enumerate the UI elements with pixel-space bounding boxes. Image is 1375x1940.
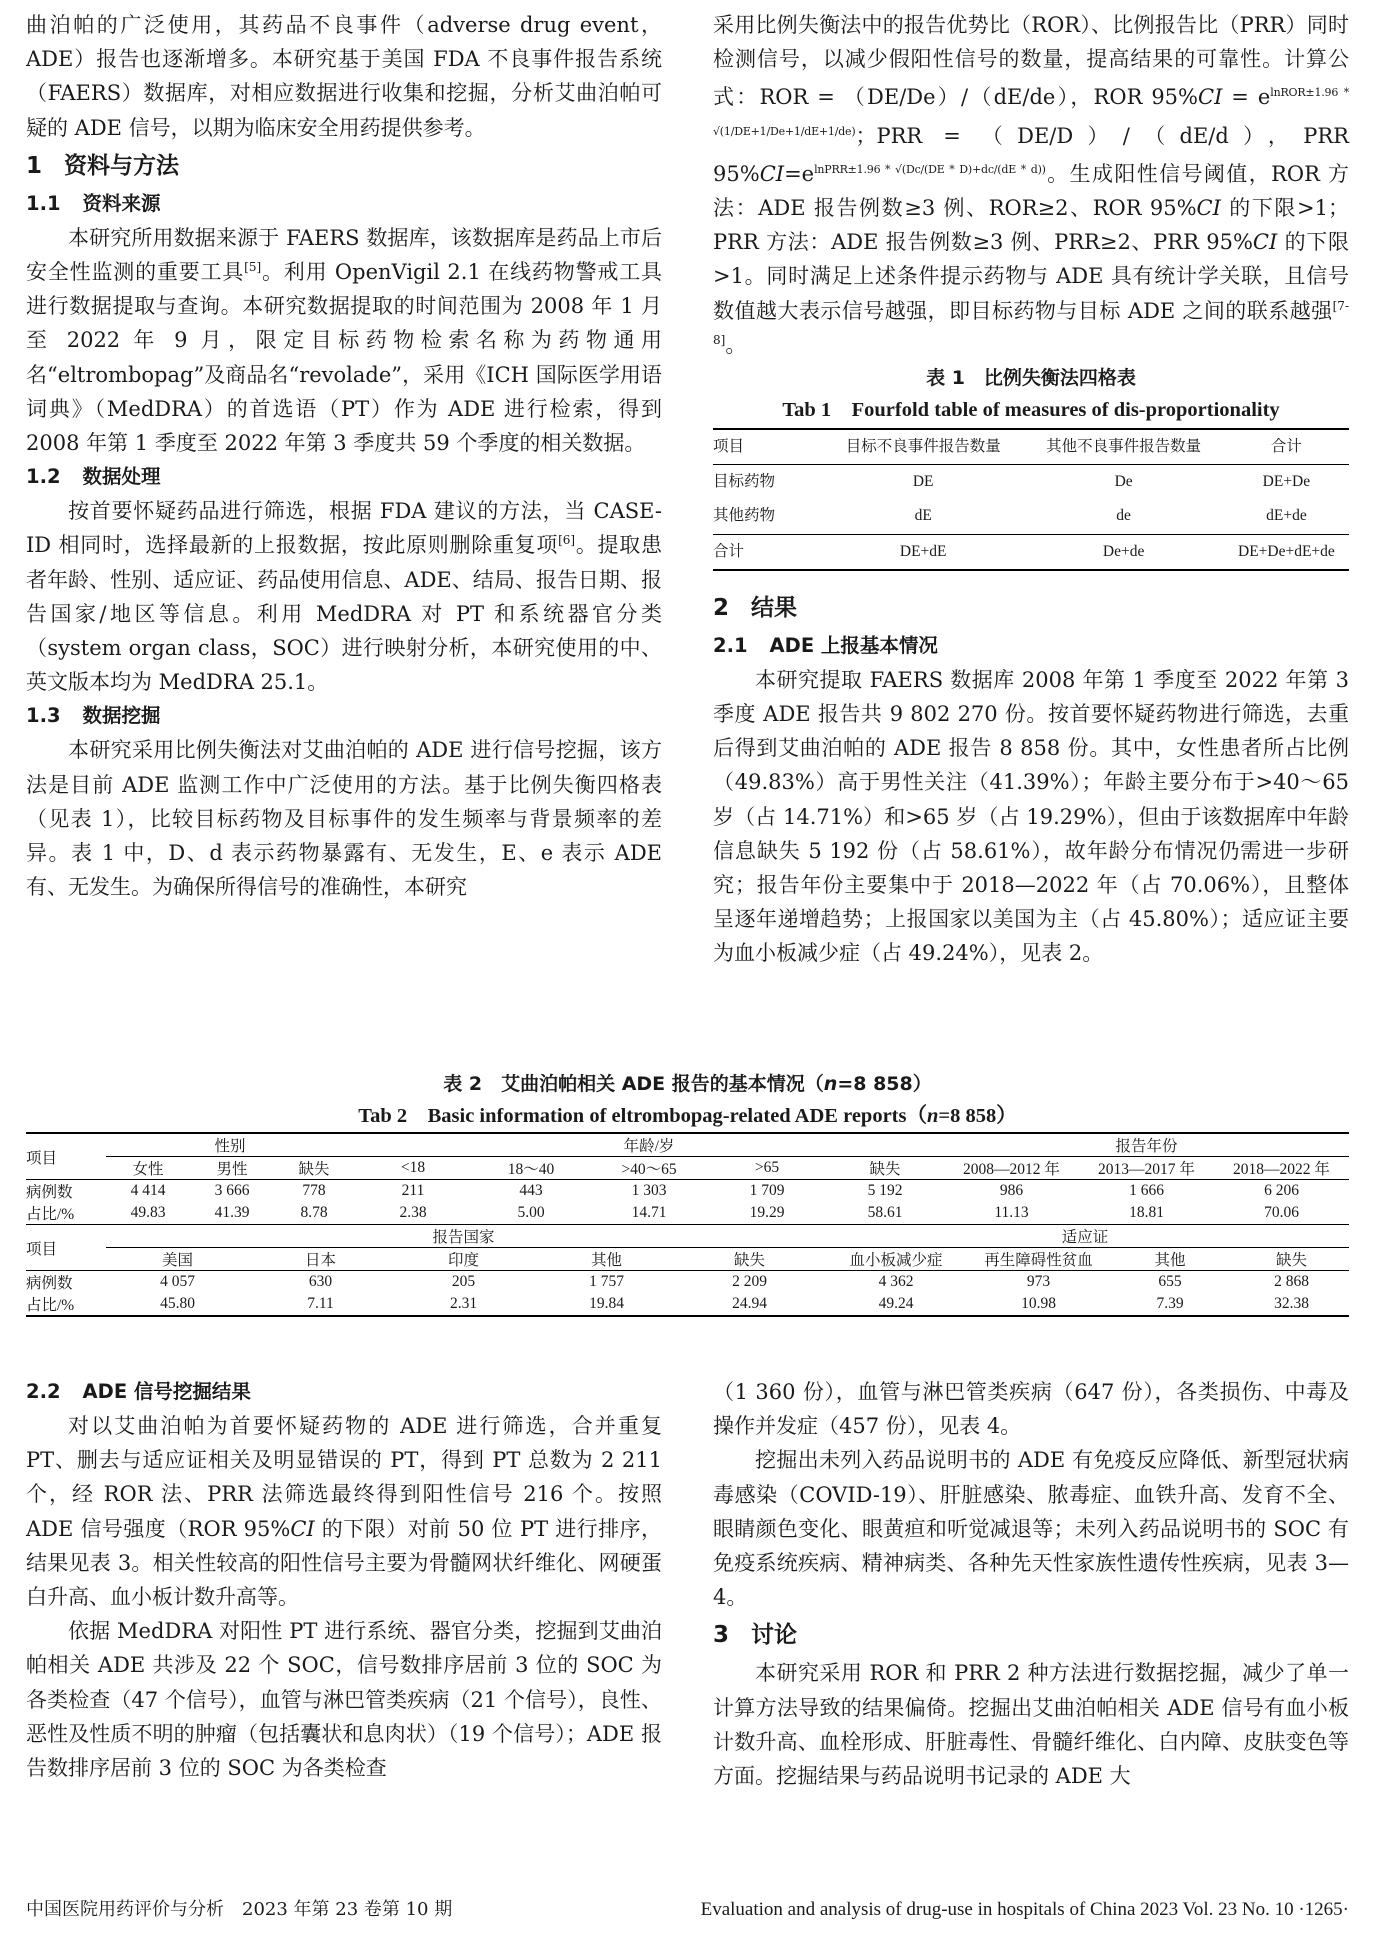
table-cell: 11.13 [994, 1204, 1029, 1221]
section-title: ADE 信号挖掘结果 [82, 1380, 251, 1403]
table-row-label: 占比/% [26, 1206, 75, 1223]
text-run: 按首要怀疑药品进行筛选，根据 FDA 建议的方法，当 CASE-ID 相同时，选择最新的上报数据，按此原则删除重复项 [26, 499, 662, 558]
table-row [713, 534, 1349, 570]
text-run: 采用比例失衡法中的报告优势比（ROR）、比例报告比（PRR）同时检测信号，以减少假阳性信号的数量，提高结果的可靠性。计算公式：ROR = （DE/De）/（dE/de），ROR 95% [713, 13, 1349, 110]
citation: [6] [558, 533, 576, 548]
table-cell: 3 666 [214, 1182, 250, 1199]
table-row [26, 1271, 1349, 1294]
table-group-header: 适应证 [821, 1225, 1349, 1248]
table-cell: 1 709 [749, 1182, 785, 1199]
table-1-caption-cn: 表 1 比例失衡法四格表 [926, 367, 1136, 390]
table-cell: 778 [302, 1182, 326, 1199]
text-run: =8 858） [837, 1073, 932, 1095]
paragraph-2-2-c: （1 360 份），血管与淋巴管类疾病（647 份），各类损伤、中毒及操作并发症（457 份），见表 4。 [713, 1380, 1349, 1439]
footer-journal-en: Evaluation and analysis of drug-use in hospitals of China 2023 Vol. 23 No. 10 ·1265· [700, 1899, 1349, 1920]
table-group-header: 报告年份 [944, 1133, 1349, 1157]
text-run: 。利用 OpenVigil 2.1 在线药物警戒工具进行数据提取与查询。本研究数据提取的时间范围为 2008 年 1 月至 2022 年 9 月，限定目标药物检索名称为药物通用名“eltrombopag”及商品名“revolade”，采用《ICH 国际医学用语词典》（MedDRA）的首选语（PT）作为 ADE 进行检索，得到 2008 年第 1 季度至 2022 年第 3 季度共 59 个季度的相关数据。 [26, 260, 663, 456]
section-number: 1 [26, 152, 43, 179]
table-header-cell: 2008—2012 年 [944, 1157, 1079, 1180]
table-row-label: 病例数 [26, 1275, 73, 1292]
table-header-cell: 印度 [392, 1248, 535, 1271]
section-title: ADE 上报基本情况 [769, 633, 938, 657]
ci-symbol: CI [759, 161, 785, 186]
table-cell: 2 868 [1274, 1273, 1309, 1290]
text-run: ；PRR = （DE/D）/（dE/d），PRR 95% [713, 123, 1349, 186]
section-title: 资料来源 [82, 191, 161, 215]
ror-exponent: lnROR±1.96 * √(1/DE+1/De+1/dE+1/de) [713, 86, 1349, 138]
paragraph-1-1 [26, 221, 662, 460]
right-column-bottom [713, 1375, 1349, 1793]
citation: [5] [244, 260, 262, 275]
table-cell: 5.00 [517, 1204, 545, 1221]
table-cell: 7.39 [1106, 1293, 1234, 1316]
section-1-3-heading [26, 699, 662, 733]
table-subheader-row [26, 1248, 1349, 1271]
table-header-cell: 2013—2017 年 [1079, 1157, 1214, 1180]
text-run: 对以艾曲泊帕为首要怀疑药物的 ADE 进行筛选，合并重复 PT、删去与适应证相关及明显错误的 PT，得到 PT 总数为 2 211 个，经 ROR 法、PRR 法筛选最终得到阳性信号 216 个。按照 ADE 信号强度（ROR 95% [26, 1414, 662, 1541]
table-header-cell: >40～65 [590, 1157, 708, 1180]
table-cell: 4 414 [130, 1182, 166, 1199]
table-cell: 8.78 [300, 1204, 328, 1221]
section-title: 数据处理 [82, 465, 161, 489]
table-cell: 58.61 [867, 1204, 903, 1221]
table-header-row [713, 429, 1349, 465]
table-row [26, 1293, 1349, 1316]
table-1-caption-en: Tab 1 Fourfold table of measures of dis-proportionality [782, 399, 1280, 422]
table-cell: 630 [308, 1273, 333, 1290]
table-cell: 19.84 [535, 1293, 678, 1316]
table-cell: 1 303 [631, 1182, 667, 1199]
table-row [713, 465, 1349, 500]
table-header-cell: 缺失 [1234, 1248, 1349, 1271]
table-cell: 18.81 [1129, 1204, 1164, 1221]
section-number: 1.3 [26, 704, 61, 728]
table-group-header: 年龄/岁 [354, 1133, 944, 1157]
section-title: 数据挖掘 [82, 704, 161, 728]
table-cell: 2 209 [732, 1273, 767, 1290]
table-cell: 7.11 [249, 1293, 392, 1316]
section-number: 1.2 [26, 465, 61, 489]
section-1-2-heading [26, 460, 662, 494]
text-run: 的下限）对前 50 位 PT 进行排序，结果见表 3。相关性较高的阳性信号主要为骨髓网状纤维化、网硬蛋白升高、血小板计数升高等。 [26, 1516, 663, 1610]
footer-journal-cn: 中国医院用药评价与分析 2023 年第 23 卷第 10 期 [26, 1899, 453, 1920]
text-run: 本研究所用数据来源于 FAERS 数据库，该数据库是药品上市后安全性监测的重要工具 [26, 225, 662, 285]
ci-symbol: CI [1196, 196, 1221, 221]
table-cell: 19.29 [749, 1204, 785, 1221]
table-2-block [26, 1068, 1349, 1317]
table-header-cell: 女性 [106, 1157, 190, 1180]
table-header-cell: 其他 [535, 1248, 678, 1271]
table-cell: 70.06 [1264, 1204, 1299, 1221]
table-header-cell: 项目 [26, 1225, 106, 1271]
table-header-cell: >65 [708, 1157, 826, 1180]
text-run: = e [1222, 85, 1271, 110]
table-cell: De+de [1102, 542, 1145, 560]
right-column-top [713, 8, 1349, 971]
table-cell: 2.38 [399, 1204, 427, 1221]
table-cell: 32.38 [1234, 1293, 1349, 1316]
citation: [7-8] [713, 298, 1349, 347]
table-subheader-row [26, 1157, 1349, 1180]
text-run: =e [784, 161, 815, 186]
table-header-cell: 缺失 [826, 1157, 944, 1180]
table-cell: 41.39 [214, 1204, 250, 1221]
table-header-cell: 其他不良事件报告数量 [1046, 438, 1202, 456]
table-header-cell: 缺失 [678, 1248, 821, 1271]
table-cell: DE [912, 473, 934, 491]
table-row-label: 病例数 [26, 1184, 73, 1201]
text-run: 。提取患者年龄、性别、适应证、药品使用信息、ADE、结局、报告日期、报告国家/地区等信息。利用 MedDRA 对 PT 和系统器官分类（system organ class，SOC）进行映射分析，本研究使用的中、英文版本均为 MedDRA 25.1。 [26, 533, 662, 695]
paragraph-2-2-a [26, 1409, 662, 1614]
table-2-caption-cn [26, 1068, 1349, 1100]
section-3-heading [713, 1616, 1349, 1654]
section-number: 1.1 [26, 191, 61, 215]
prr-exponent: lnPRR±1.96 * √(Dc/(DE * D)+dc/(dE * d)) [814, 162, 1046, 176]
table-cell: 合计 [713, 542, 745, 560]
ci-symbol: CI [1198, 85, 1223, 110]
left-column-bottom [26, 1375, 662, 1785]
ci-symbol: CI [290, 1516, 315, 1541]
left-column-top [26, 8, 662, 904]
table-cell: DE+De+dE+de [1238, 542, 1335, 560]
text-run: =8 858） [938, 1105, 1017, 1127]
section-1-1-heading [26, 187, 662, 221]
table-cell: dE [914, 507, 932, 525]
table-cell: 45.80 [106, 1293, 249, 1316]
table-1 [713, 428, 1349, 571]
text-run: 。 [725, 332, 747, 357]
table-cell: 49.24 [821, 1293, 971, 1316]
table-cell: 49.83 [130, 1204, 166, 1221]
table-cell: de [1116, 507, 1131, 525]
table-cell: 10.98 [971, 1293, 1106, 1316]
table-header-cell: 18～40 [472, 1157, 590, 1180]
table-cell: DE+De [1262, 473, 1311, 491]
paragraph-2-2-b: 依据 MedDRA 对阳性 PT 进行系统、器官分类，挖掘到艾曲泊帕相关 ADE 共涉及 22 个 SOC，信号数排序居前 3 位的 SOC 为各类检查（47 个信号），血管与淋巴管类疾病（21 个信号），良性、恶性及性质不明的肿瘤（包括囊状和息肉状）（19 个信号）；ADE 报告数排序居前 3 位的 SOC 为各类检查 [26, 1619, 662, 1781]
table-row [26, 1133, 1349, 1157]
table-cell: 2.31 [392, 1293, 535, 1316]
table-cell: dE+de [1266, 507, 1307, 525]
table-2 [26, 1132, 1349, 1224]
table-2-caption-en [26, 1100, 1349, 1132]
table-cell: 其他药物 [713, 507, 776, 525]
text-run: 的下限>1；PRR 方法：ADE 报告例数≥3 例、PRR≥2、PRR 95% [713, 196, 1349, 255]
table-cell: 655 [1158, 1273, 1182, 1290]
section-title: 结果 [751, 594, 798, 621]
table-header-cell: 男性 [190, 1157, 274, 1180]
table-header-cell: 项目 [26, 1133, 106, 1180]
table-cell: 6 206 [1264, 1182, 1299, 1199]
text-run: 的下限>1。同时满足上述条件提示药物与 ADE 具有统计学关联，且信号数值越大表示信号越强，即目标药物与目标 ADE 之间的联系越强 [713, 230, 1349, 323]
table-cell: 14.71 [631, 1204, 667, 1221]
table-header-cell: 缺失 [274, 1157, 354, 1180]
text-run: 。生成阳性信号阈值，ROR 方法：ADE 报告例数≥3 例、ROR≥2、ROR 95% [713, 161, 1349, 221]
table-cell: 5 192 [867, 1182, 903, 1199]
table-header-cell: <18 [354, 1157, 472, 1180]
paragraph-3: 本研究采用 ROR 和 PRR 2 种方法进行数据挖掘，减少了单一计算方法导致的结果偏倚。挖掘出艾曲泊帕相关 ADE 信号有血小板计数升高、血栓形成、肝脏毒性、骨髓纤维化、白内障、皮肤变色等方面。挖掘结果与药品说明书记录的 ADE 大 [713, 1661, 1349, 1789]
table-cell: 211 [401, 1182, 425, 1199]
table-header-cell: 血小板减少症 [821, 1248, 971, 1271]
section-2-2-heading [26, 1375, 662, 1409]
table-header-cell: 日本 [249, 1248, 392, 1271]
table-cell: 986 [999, 1182, 1024, 1199]
paragraph-1-2 [26, 494, 662, 699]
table-header-cell: 美国 [106, 1248, 249, 1271]
table-cell: 4 362 [878, 1273, 914, 1290]
table-header-cell: 合计 [1270, 438, 1302, 456]
table-cell: 443 [519, 1182, 543, 1199]
table-cell: 973 [1026, 1273, 1051, 1290]
table-row-label: 占比/% [26, 1293, 106, 1316]
table-cell: 1 757 [589, 1273, 624, 1290]
intro-paragraph: 曲泊帕的广泛使用，其药品不良事件（adverse drug event，ADE）报告也逐渐增多。本研究基于美国 FDA 不良事件报告系统（FAERS）数据库，对相应数据进行收集和挖掘，分析艾曲泊帕可疑的 ADE 信号，以期为临床安全用药提供参考。 [26, 13, 662, 140]
table-cell: 目标药物 [713, 473, 776, 491]
table-group-header: 报告国家 [106, 1225, 821, 1248]
table-row [26, 1202, 1349, 1224]
table-row [26, 1225, 1349, 1248]
table-group-header: 性别 [106, 1133, 354, 1157]
section-title: 讨论 [751, 1622, 798, 1649]
section-number: 3 [713, 1622, 730, 1649]
section-number: 2.1 [713, 633, 748, 657]
table-cell: 205 [451, 1273, 476, 1290]
paragraph-2-1: 本研究提取 FAERS 数据库 2008 年第 1 季度至 2022 年第 3 季度 ADE 报告共 9 802 270 份。按首要怀疑药物进行筛选，去重后得到艾曲泊帕的 ADE 报告 8 858 份。其中，女性患者所占比例（49.83%）高于男性关注（41.39%）；年龄主要分布于>40～65 岁（占 14.71%）和>65 岁（占 19.29%），但由于该数据库中年龄信息缺失 5 192 份（占 58.61%），故年龄分布情况仍需进一步研究；报告年份主要集中于 2018—2022 年（占 70.06%），且整体呈逐年递增趋势；上报国家以美国为主（占 45.80%）；适应证主要为血小板减少症（占 49.24%），见表 2。 [713, 667, 1349, 966]
text-run: Tab 2 Basic information of eltrombopag-related ADE reports（ [358, 1105, 927, 1127]
n-symbol: n [926, 1105, 939, 1127]
text-run: 表 2 艾曲泊帕相关 ADE 报告的基本情况（ [443, 1073, 824, 1095]
table-cell: De [1114, 473, 1133, 491]
paragraph-1-3: 本研究采用比例失衡法对艾曲泊帕的 ADE 进行信号挖掘，该方法是目前 ADE 监测工作中广泛使用的方法。基于比例失衡四格表（见表 1），比较目标药物及目标事件的发生频率与背景频率的差异。表 1 中，D、d 表示药物暴露有、无发生，E、e 表示 ADE 有、无发生。为确保所得信号的准确性，本研究 [26, 738, 662, 900]
table-cell: 24.94 [678, 1293, 821, 1316]
table-cell: 1 666 [1129, 1182, 1164, 1199]
table-header-cell: 2018—2022 年 [1214, 1157, 1349, 1180]
paragraph-2-2-d: 挖掘出未列入药品说明书的 ADE 有免疫反应降低、新型冠状病毒感染（COVID-19）、肝脏感染、脓毒症、血铁升高、发育不全、眼睛颜色变化、眼黄疸和听觉减退等；未列入药品说明书的 SOC 有免疫系统疾病、精神病类、各种先天性家族性遗传性疾病，见表 3—4。 [713, 1448, 1349, 1610]
table-2-part-2 [26, 1224, 1349, 1317]
section-2-1-heading [713, 629, 1349, 663]
section-title: 资料与方法 [64, 152, 180, 179]
table-header-cell: 其他 [1106, 1248, 1234, 1271]
n-symbol: n [823, 1073, 838, 1095]
table-cell: DE+dE [899, 542, 947, 560]
table-header-cell: 目标不良事件报告数量 [845, 438, 1001, 456]
table-cell: 4 057 [160, 1273, 195, 1290]
section-2-heading [713, 589, 1349, 627]
section-number: 2.2 [26, 1380, 61, 1403]
section-number: 2 [713, 594, 730, 621]
table-header-cell: 再生障碍性贫血 [971, 1248, 1106, 1271]
formula-paragraph [713, 8, 1349, 362]
table-header-cell: 项目 [713, 438, 745, 456]
ci-symbol: CI [1252, 230, 1278, 255]
table-row [26, 1180, 1349, 1203]
table-row [713, 499, 1349, 534]
section-1-heading [26, 147, 662, 185]
